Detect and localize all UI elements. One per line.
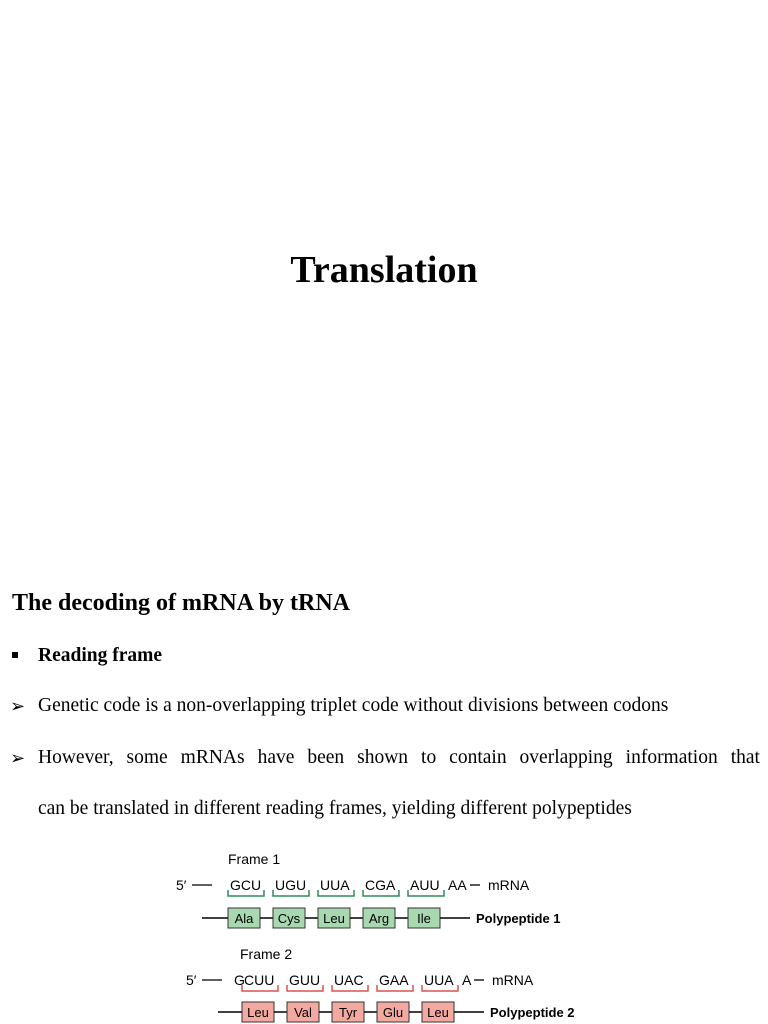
polypeptide-label: Polypeptide 2 xyxy=(490,1005,575,1020)
subheading-reading-frame: Reading frame xyxy=(38,645,163,666)
word: shown xyxy=(357,747,409,768)
word: contain xyxy=(449,747,507,768)
frame-label: Frame 2 xyxy=(240,946,293,962)
codon: CGA xyxy=(365,877,396,893)
amino-acid-label: Glu xyxy=(382,1005,404,1020)
frame-2-diagram xyxy=(186,946,575,1022)
bullet-2-line-2: can be translated in different reading frames, yielding different polypeptides xyxy=(38,798,632,819)
word: information xyxy=(625,747,718,768)
word: overlapping xyxy=(519,747,613,768)
codon: GUU xyxy=(289,972,321,988)
codon: CUU xyxy=(244,972,275,988)
reading-frame-figure xyxy=(0,840,768,1024)
word: been xyxy=(307,747,345,768)
frame-label: Frame 1 xyxy=(228,851,281,867)
amino-acid-label: Leu xyxy=(247,1005,269,1020)
mrna-label: mRNA xyxy=(488,877,530,893)
slide-title: Translation xyxy=(290,249,478,291)
codon: GAA xyxy=(379,972,409,988)
bullet-2-line-1 xyxy=(38,747,760,769)
polypeptide-label: Polypeptide 1 xyxy=(476,911,561,926)
codon: UUA xyxy=(320,877,350,893)
amino-acid-label: Val xyxy=(294,1005,312,1020)
amino-acid-label: Tyr xyxy=(338,1005,358,1020)
frame-1-diagram xyxy=(176,851,561,928)
word: to xyxy=(421,747,437,768)
codon: UAC xyxy=(334,972,364,988)
mrna-prefix: G xyxy=(234,972,245,988)
mrna-suffix: AA xyxy=(448,877,467,893)
amino-acid-label: Leu xyxy=(323,911,345,926)
word: However, xyxy=(38,747,114,768)
amino-acid-label: Ile xyxy=(417,911,431,926)
codon: UGU xyxy=(275,877,307,893)
mrna-suffix: A xyxy=(462,972,472,988)
word: have xyxy=(257,747,295,768)
word: that xyxy=(730,747,760,768)
amino-acid-label: Ala xyxy=(234,911,254,926)
amino-acid-label: Cys xyxy=(277,911,301,926)
five-prime-label: 5′ xyxy=(186,972,197,988)
codon: UUA xyxy=(424,972,454,988)
codon: AUU xyxy=(410,877,440,893)
bullet-1-text: Genetic code is a non-overlapping triplet code without divisions between codons xyxy=(38,695,669,716)
five-prime-label: 5′ xyxy=(176,877,187,893)
amino-acid-label: Leu xyxy=(427,1005,449,1020)
amino-acid-label: Arg xyxy=(368,911,390,926)
word: some xyxy=(126,747,168,768)
mrna-label: mRNA xyxy=(492,972,534,988)
codon: GCU xyxy=(230,877,262,893)
section-heading: The decoding of mRNA by tRNA xyxy=(12,590,351,616)
arrow-bullet-icon: ➢ xyxy=(10,696,26,716)
word: mRNAs xyxy=(180,747,245,768)
square-bullet-icon xyxy=(12,652,18,658)
arrow-bullet-icon: ➢ xyxy=(10,748,26,768)
